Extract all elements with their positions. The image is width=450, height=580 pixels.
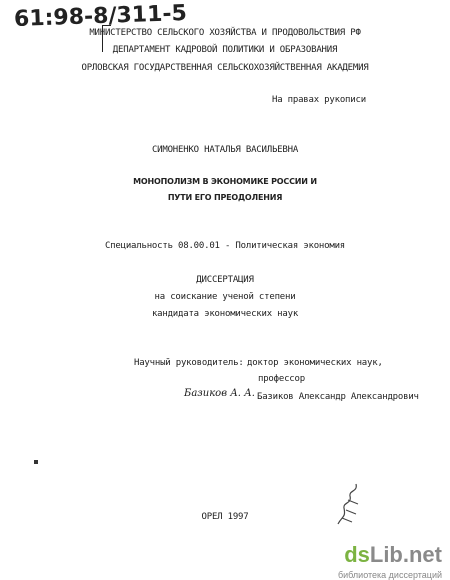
author-name: СИМОНЕНКО НАТАЛЬЯ ВАСИЛЬЕВНА: [151, 145, 299, 155]
archive-stamp: 61:98-8/311-5: [13, 0, 188, 33]
title-line-1: МОНОПОЛИЗМ В ЭКОНОМИКЕ РОССИИ И: [133, 177, 317, 186]
watermark-lib: Lib: [369, 542, 403, 567]
handwritten-note: [330, 478, 370, 530]
watermark-net: .net: [402, 542, 442, 567]
header-academy: ОРЛОВСКАЯ ГОСУДАРСТВЕННАЯ СЕЛЬСКОХОЗЯЙСТВЕННАЯ АКАДЕМИЯ: [81, 63, 369, 73]
supervisor-rank: профессор: [258, 374, 305, 384]
header-ministry: МИНИСТЕРСТВО СЕЛЬСКОГО ХОЗЯЙСТВА И ПРОДОВОЛЬСТВИЯ РФ: [89, 28, 361, 38]
supervisor-name: Базиков Александр Александрович: [257, 392, 419, 402]
watermark-logo: [344, 542, 442, 568]
thesis-degree-line: на соискание ученой степени: [154, 292, 296, 302]
specialty: Специальность 08.00.01 - Политическая экономия: [104, 241, 346, 251]
city-year: ОРЕЛ 1997: [201, 512, 249, 522]
supervisor-label: Научный руководитель:: [134, 358, 244, 368]
header-department: ДЕПАРТАМЕНТ КАДРОВОЙ ПОЛИТИКИ И ОБРАЗОВАНИЯ: [112, 45, 338, 55]
watermark-ds: ds: [344, 542, 370, 567]
supervisor-signature: Базиков А. А.: [184, 388, 255, 399]
thesis-type: ДИССЕРТАЦИЯ: [196, 275, 254, 285]
thesis-field-line: кандидата экономических наук: [151, 309, 299, 319]
margin-mark: [34, 460, 38, 464]
supervisor-degree: доктор экономических наук,: [247, 358, 383, 368]
watermark-subtitle: библиотека диссертаций: [337, 570, 442, 580]
title-line-2: ПУТИ ЕГО ПРЕОДОЛЕНИЯ: [167, 193, 283, 202]
rights-notice: На правах рукописи: [272, 95, 366, 105]
